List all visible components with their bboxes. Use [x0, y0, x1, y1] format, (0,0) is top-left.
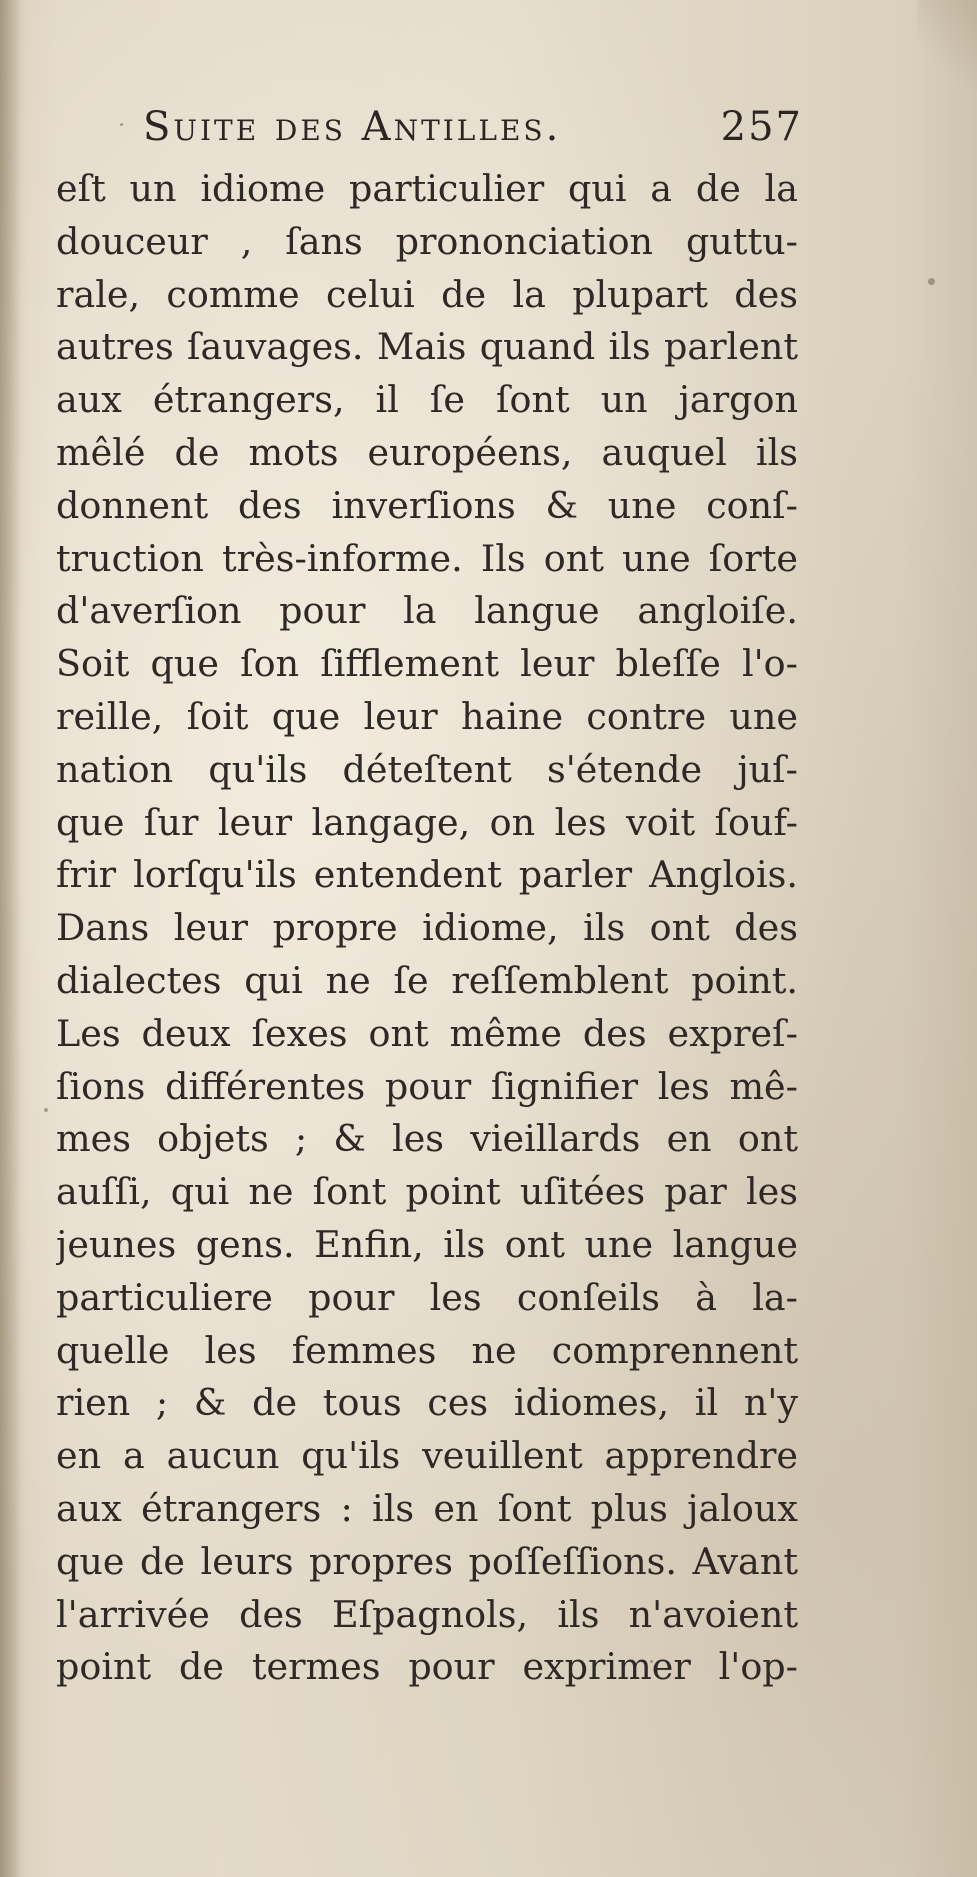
text-line: nation qu'ils déteſtent s'étende juſ-: [56, 747, 798, 791]
paper-speck: [928, 278, 935, 285]
page-header: [143, 104, 803, 164]
body-text: [56, 163, 798, 1694]
text-line: point de termes pour exprimer l'op-: [56, 1645, 798, 1689]
text-line: mêlé de mots européens, auquel ils: [56, 430, 798, 474]
text-line: ſions différentes pour ſignifier les mê-: [56, 1064, 798, 1108]
text-line: en a aucun qu'ils veuillent apprendre: [56, 1434, 798, 1478]
text-line: frir lorſqu'ils entendent parler Anglois.: [56, 853, 798, 897]
paper-speck: [44, 1108, 48, 1112]
spine-shadow: [0, 0, 22, 1877]
page-corner: [917, 0, 977, 90]
text-line: mes objets ; & les vieillards en ont: [56, 1117, 798, 1161]
text-line: auſſi, qui ne ſont point uſitées par les: [56, 1170, 798, 1214]
text-line: truction très-informe. Ils ont une ſorte: [56, 536, 798, 580]
text-line: dialectes qui ne ſe reſſemblent point.: [56, 958, 798, 1002]
paper-speck: [120, 123, 123, 126]
text-line: Dans leur propre idiome, ils ont des: [56, 906, 798, 950]
text-line: autres ſauvages. Mais quand ils parlent: [56, 325, 798, 369]
text-line: particuliere pour les conſeils à la-: [56, 1275, 798, 1319]
text-line: Soit que ſon ſifflement leur bleſſe l'o-: [56, 642, 798, 686]
text-line: que ſur leur langage, on les voit ſouf-: [56, 800, 798, 844]
text-line: reille, ſoit que leur haine contre une: [56, 694, 798, 738]
page-number: 257: [720, 104, 803, 150]
text-line: aux étrangers, il ſe ſont un jargon: [56, 378, 798, 422]
text-line: l'arrivée des Eſpagnols, ils n'avoient: [56, 1592, 798, 1636]
text-line: donnent des inverſions & une conſ-: [56, 483, 798, 527]
text-line: Les deux ſexes ont même des expreſ-: [56, 1011, 798, 1055]
text-line: que de leurs propres poſſeſſions. Avant: [56, 1539, 798, 1583]
text-line: jeunes gens. Enfin, ils ont une langue: [56, 1222, 798, 1266]
text-line: d'averſion pour la langue angloiſe.: [56, 589, 798, 633]
text-line: rale, comme celui de la plupart des: [56, 272, 798, 316]
text-line: aux étrangers : ils en ſont plus jaloux: [56, 1486, 798, 1530]
text-line: quelle les femmes ne comprennent: [56, 1328, 798, 1372]
text-line: eſt un idiome particulier qui a de la: [56, 167, 798, 210]
running-title: Suite des Antilles.: [143, 104, 562, 150]
text-line: douceur , ſans prononciation guttu-: [56, 219, 798, 263]
text-line: rien ; & de tous ces idiomes, il n'y: [56, 1381, 798, 1425]
paper-speck: [650, 1660, 653, 1663]
